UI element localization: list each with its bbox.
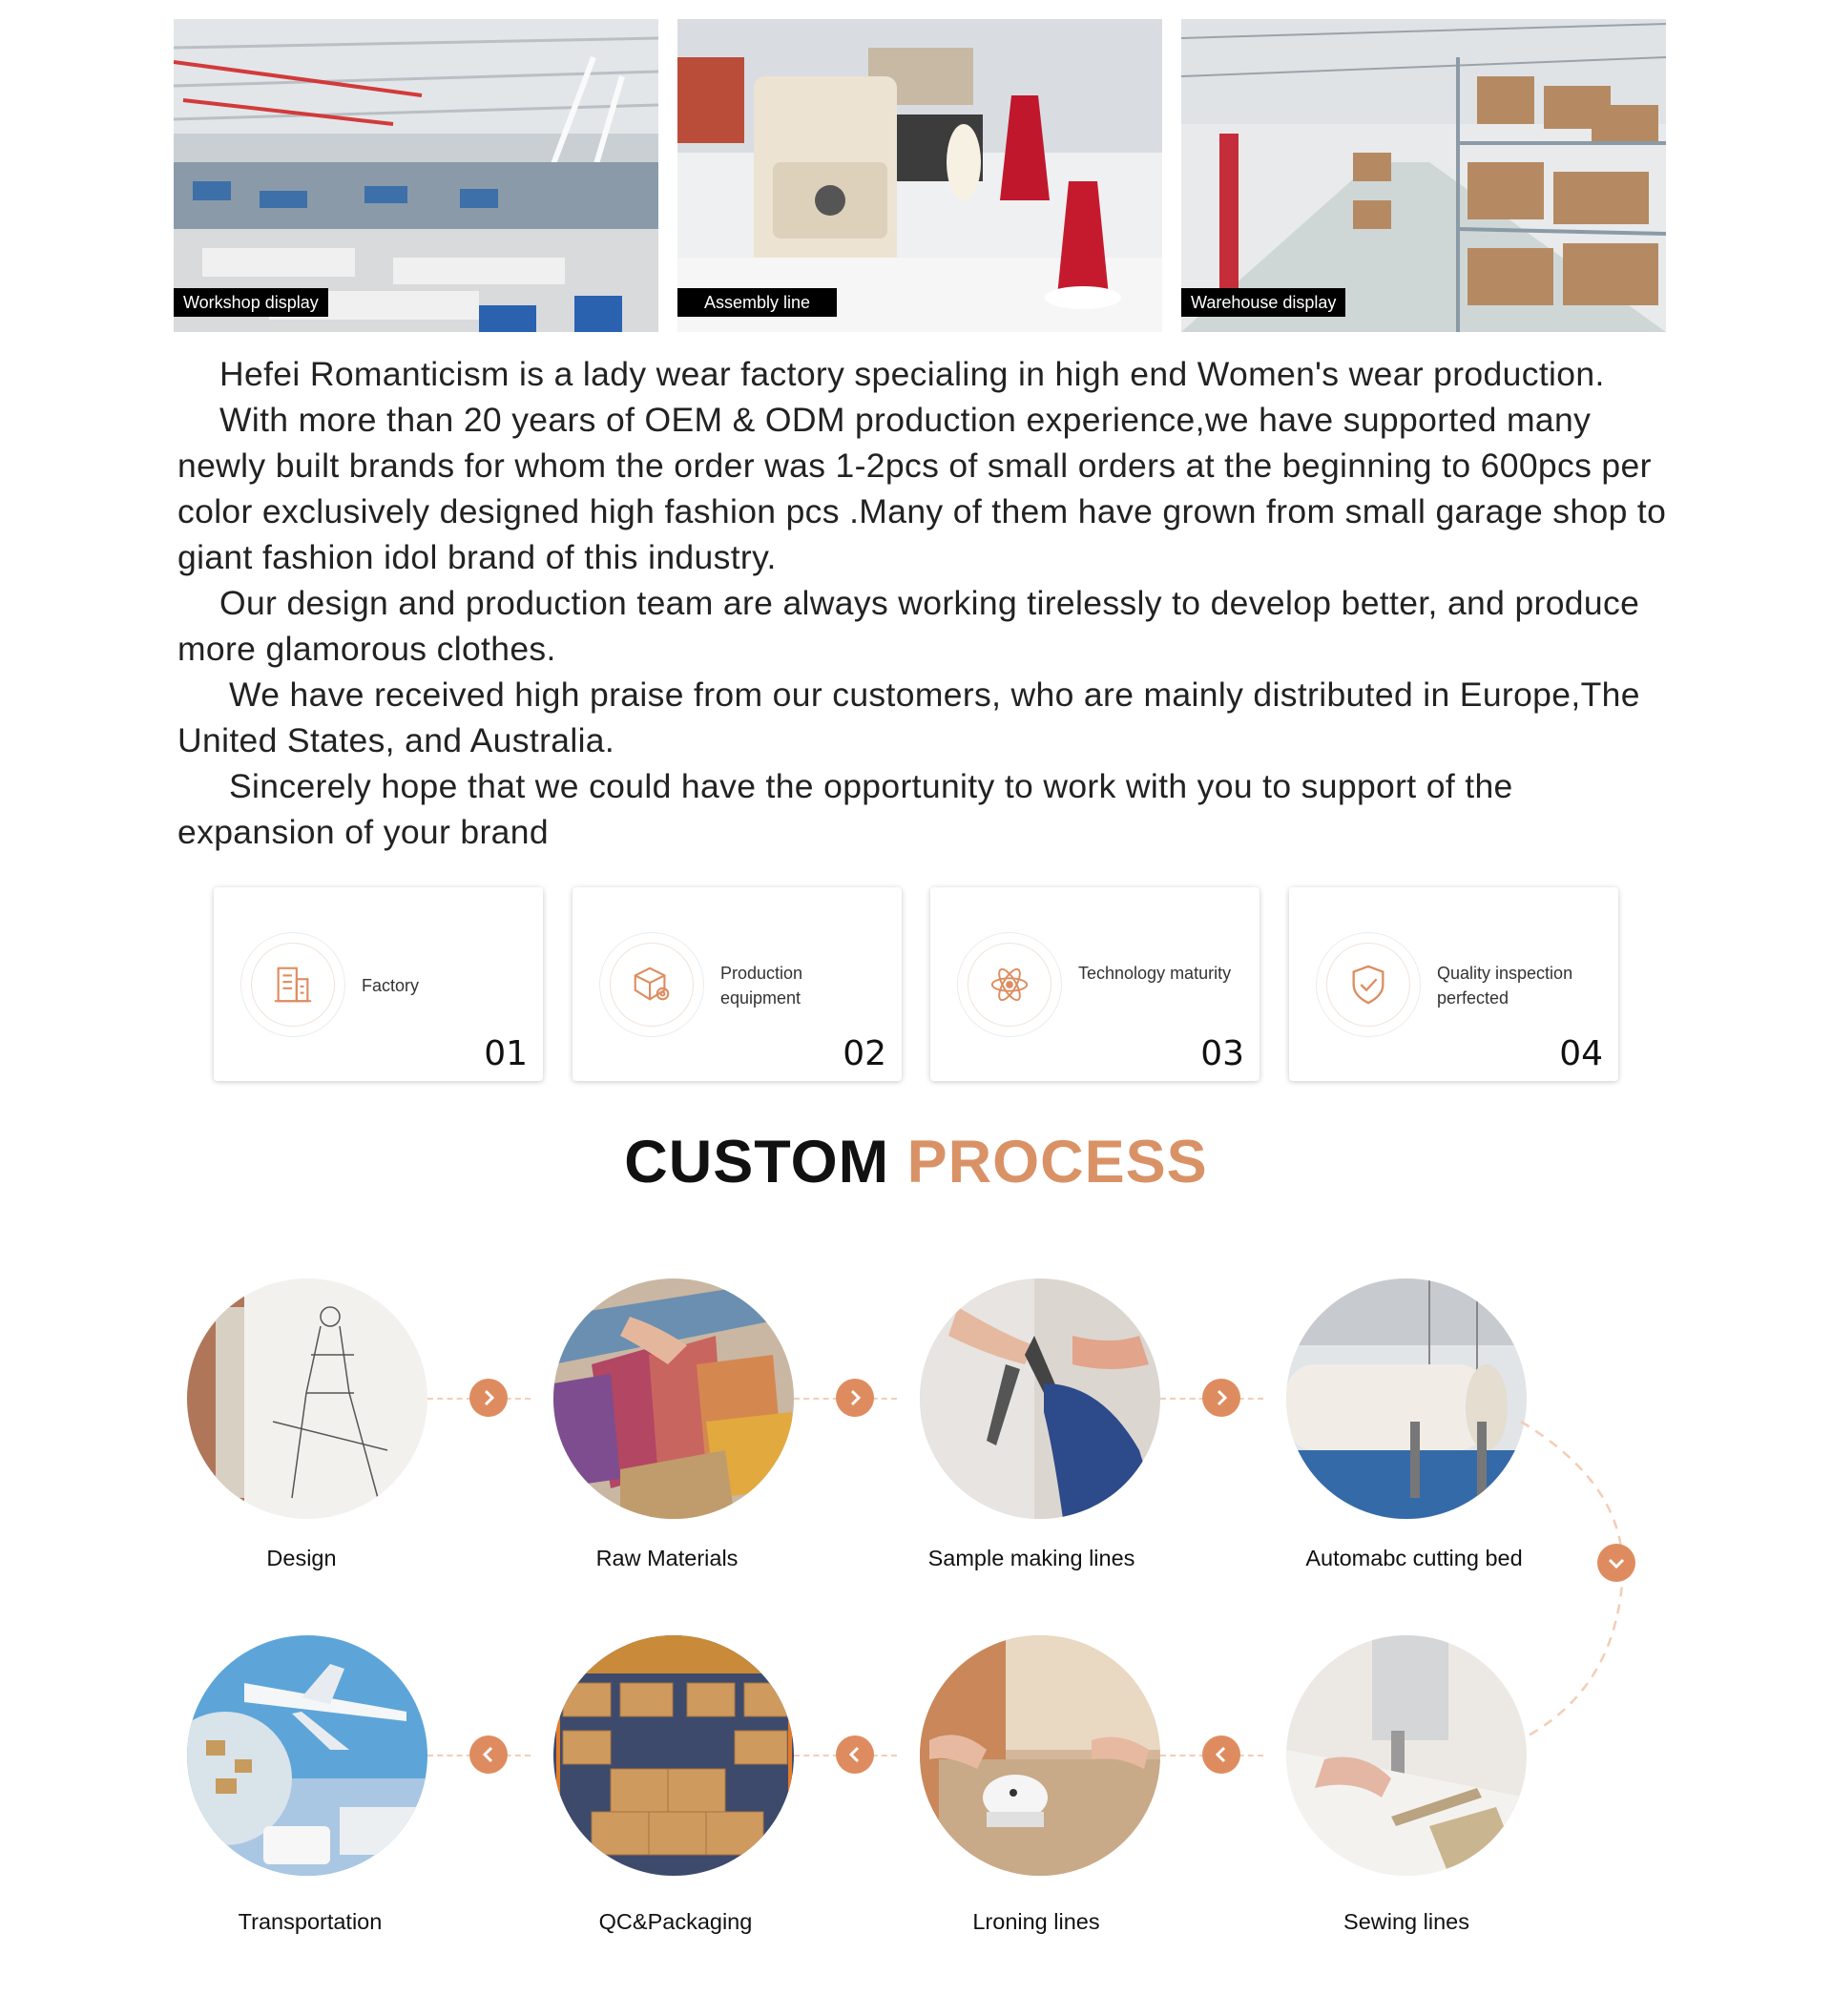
arrow-left-icon	[836, 1735, 874, 1774]
feature-label: Quality inspection perfected	[1437, 964, 1573, 1008]
process-label: Sample making lines	[927, 1546, 1135, 1570]
process-label: QC&Packaging	[598, 1909, 753, 1934]
process-label: Design	[266, 1546, 337, 1570]
feature-number: 04	[1559, 1034, 1603, 1073]
process-ironing-image	[920, 1635, 1160, 1876]
feature-card-factory[interactable]	[214, 887, 543, 1081]
feature-label: Factory	[362, 976, 420, 995]
feature-label: Technology maturity	[1078, 964, 1232, 983]
feature-number: 03	[1200, 1034, 1244, 1073]
process-cutting-bed-image	[1286, 1278, 1527, 1519]
arrow-right-icon	[836, 1379, 874, 1417]
arrow-down-icon	[1597, 1544, 1635, 1582]
section-heading	[0, 1128, 1832, 1196]
process-raw-materials-image	[553, 1278, 794, 1519]
assembly-photo	[677, 19, 1162, 332]
photo-caption: Assembly line	[677, 288, 837, 317]
process-label: Transportation	[238, 1909, 383, 1934]
warehouse-photo	[1181, 19, 1666, 332]
process-label: Automabc cutting bed	[1305, 1546, 1523, 1570]
box-gear-icon	[630, 963, 674, 1007]
feature-label: Production equipment	[720, 964, 803, 1008]
process-sewing-image	[1286, 1635, 1527, 1876]
process-sample-making-image	[920, 1278, 1160, 1519]
feature-card-equipment[interactable]	[572, 887, 902, 1081]
heading-part-1: CUSTOM	[624, 1129, 890, 1195]
process-label: Raw Materials	[595, 1546, 739, 1570]
connector-curve	[1517, 1412, 1651, 1756]
company-intro	[177, 351, 1671, 855]
heading-part-2: PROCESS	[906, 1129, 1208, 1195]
feature-number: 01	[484, 1034, 528, 1073]
feature-card-technology[interactable]	[930, 887, 1260, 1081]
photo-caption: Warehouse display	[1181, 288, 1345, 317]
intro-paragraph: With more than 20 years of OEM & ODM production experience,we have supported many newly built brands for whom the order was 1-2pcs of small orders at the beginning to 600pcs per color exclusively designed high fashion pcs .Many of them have grown from small garage shop to giant fashion idol brand of this industry.	[177, 401, 1667, 576]
process-transportation-image	[187, 1635, 427, 1876]
intro-paragraph: We have received high praise from our customers, who are mainly distributed in Europe,The United States, and Australia.	[177, 675, 1640, 759]
intro-paragraph: Hefei Romanticism is a lady wear factory specialing in high end Women's wear production.	[219, 355, 1605, 393]
intro-paragraph: Our design and production team are always working tirelessly to develop better, and produce more glamorous clothes.	[177, 584, 1640, 668]
feature-card-quality[interactable]	[1289, 887, 1618, 1081]
process-design-image	[187, 1278, 427, 1519]
arrow-right-icon	[469, 1379, 508, 1417]
shield-check-icon	[1346, 963, 1390, 1007]
process-label: Lroning lines	[972, 1909, 1100, 1934]
workshop-photo	[174, 19, 658, 332]
photo-caption: Workshop display	[174, 288, 328, 317]
intro-paragraph: Sincerely hope that we could have the opportunity to work with you to support of the expansion of your brand	[177, 767, 1513, 851]
building-icon	[271, 963, 315, 1007]
process-label: Sewing lines	[1343, 1909, 1469, 1934]
atom-icon	[988, 963, 1031, 1007]
arrow-right-icon	[1202, 1379, 1240, 1417]
arrow-left-icon	[1202, 1735, 1240, 1774]
arrow-left-icon	[469, 1735, 508, 1774]
feature-number: 02	[843, 1034, 886, 1073]
process-qc-packaging-image	[553, 1635, 794, 1876]
